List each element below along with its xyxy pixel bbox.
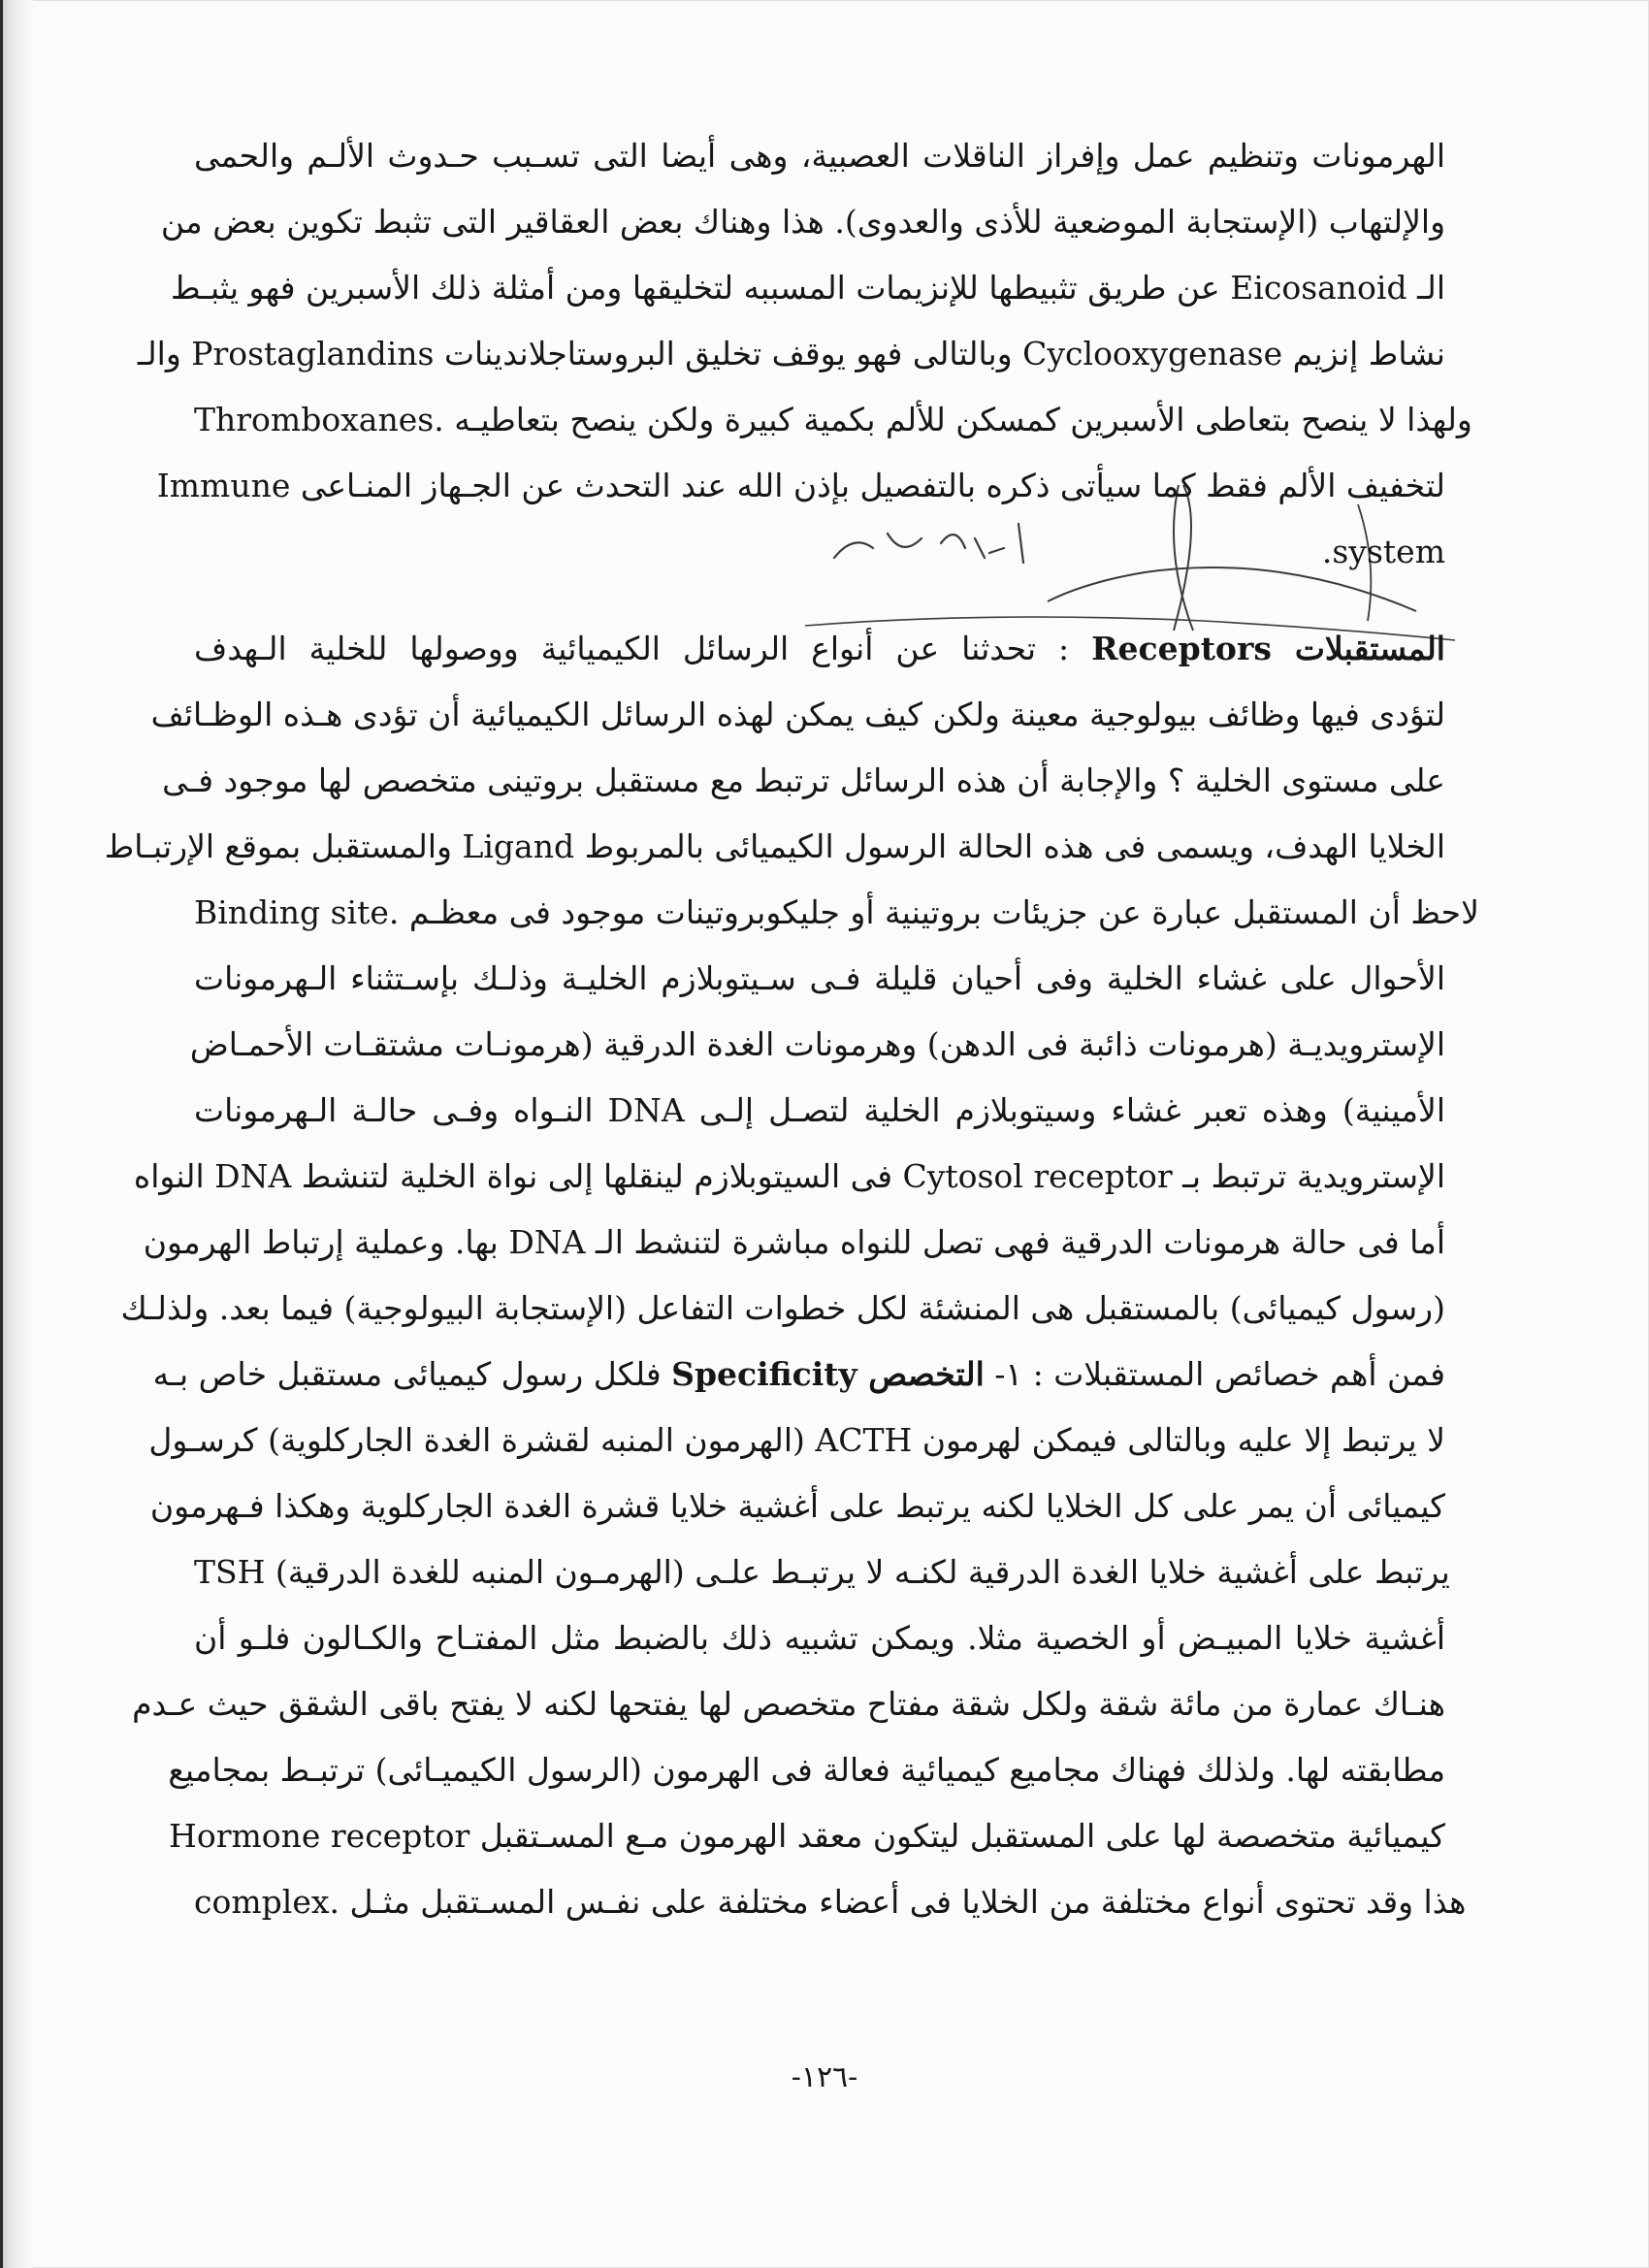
section-heading: المستقبلات Receptors: [1091, 630, 1445, 667]
text-line: الهرمونات وتنظيم عمل وإفراز الناقلات العصبية، وهى أيضا التى تسـبب حـدوث الألـم والحمى: [194, 137, 1445, 175]
text-line: الإسترويديـة (هرمونات ذائبة فى الدهن) وهرمونات الغدة الدرقية (هرمونـات مشتقـات الأحمـاض: [189, 1025, 1445, 1063]
text-line: (رسول كيميائى) بالمستقبل هى المنشئة لكل خطوات التفاعل (الإستجابة البيولوجية) فيما بعد. ولذلـك: [120, 1289, 1445, 1327]
section-heading-line: [194, 621, 1445, 677]
text-line: الأمينية) وهذه تعبر غشاء وسيتوبلازم الخلية لتصـل إلـى DNA النـواه وفـى حالـة الـهرمونات: [194, 1091, 1445, 1129]
text-line: الإسترويدية ترتبط بـ Cytosol receptor فى السيتوبلازم لينقلها إلى نواة الخلية لتنشط DNA النواه: [133, 1157, 1445, 1195]
text-line: لتخفيف الألم فقط كما سيأتى ذكره بالتفصيل بإذن الله عند التحدث عن الجـهاز المنـاعى Immune: [156, 467, 1445, 504]
scan-edge: [0, 0, 33, 2268]
text-line: .system: [1321, 533, 1445, 570]
text-line: والإلتهاب (الإستجابة الموضعية للأذى والعدوى). هذا وهناك بعض العقاقير التى تثبط تكوين بعض من: [160, 203, 1445, 241]
text-line: TSH (الهرمـون المنبه للغدة الدرقية) يرتبط على أغشية خلايا الغدة الدرقية لكنـه لا يرتبـط علـى: [194, 1553, 1450, 1591]
text-line: Binding site. لاحظ أن المستقبل عبارة عن جزيئات بروتينية أو جليكوبروتينات موجود فى معظـم: [194, 893, 1479, 931]
specificity-intro: فمن أهم خصائص المستقبلات : ١-: [984, 1355, 1445, 1393]
specificity-term: التخصص Specificity: [671, 1355, 985, 1393]
text-line: كيميائى أن يمر على كل الخلايا لكنه يرتبط على أغشية خلايا قشرة الغدة الجاركلوية وهكذا فـهرمون: [149, 1487, 1445, 1525]
text-line: نشاط إنزيم Cyclooxygenase وبالتالى فهو يوقف تخليق البروستاجلاندينات Prostaglandins والـ: [137, 335, 1445, 373]
text-line: مطابقته لها. ولذلك فهناك مجاميع كيميائية فعالة فى الهرمون (الرسول الكيميـائى) ترتبـط بمجاميع: [168, 1751, 1445, 1789]
text-line: الأحوال على غشاء الخلية وفى أحيان قليلة فـى سـيتوبلازم الخليـة وذلـك بإسـتثناء الـهرمونات: [194, 959, 1445, 997]
text-line: هنـاك عمارة من مائة شقة ولكل شقة مفتاح متخصص لها يفتحها لكنه لا يفتح باقى الشقق حيث عـدم: [132, 1685, 1445, 1723]
text-line: لتؤدى فيها وظائف بيولوجية معينة ولكن كيف يمكن لهذه الرسائل الكيميائية أن تؤدى هـذه الوظـائف: [150, 696, 1445, 733]
text-line: على مستوى الخلية ؟ والإجابة أن هذه الرسائل ترتبط مع مستقبل بروتينى متخصص لها موجود فـى: [162, 761, 1445, 799]
text-line: أغشية خلايا المبيـض أو الخصية مثلا. ويمكن تشبيه ذلك بالضبط مثل المفتـاح والكـالون فلـو أن: [194, 1619, 1445, 1657]
section-heading-rest: : تحدثنا عن أنواع الرسائل الكيميائية ووصولها للخلية الـهدف: [194, 630, 1070, 667]
text-line: كيميائية متخصصة لها على المستقبل ليتكون معقد الهرمون مـع المسـتقبل Hormone receptor: [169, 1817, 1445, 1855]
text-line: complex. هذا وقد تحتوى أنواع مختلفة من الخلايا فى أعضاء مختلفة على نفـس المسـتقبل مثـل: [194, 1883, 1467, 1921]
text-line: أما فى حالة هرمونات الدرقية فهى تصل للنواه مباشرة لتنشط الـ DNA بها. وعملية إرتباط الهرمون: [143, 1223, 1445, 1261]
text-line: الخلايا الهدف، ويسمى فى هذه الحالة الرسول الكيميائى بالمربوط Ligand والمستقبل بموقع الإرتبـاط: [104, 827, 1445, 865]
text-line: لا يرتبط إلا عليه وبالتالى فيمكن لهرمون ACTH (الهرمون المنبه لقشرة الغدة الجاركلوية) كرسـول: [148, 1421, 1445, 1459]
specificity-line: [152, 1346, 1445, 1403]
text-line: الـ Eicosanoid عن طريق تثبيطها للإنزيمات المسببه لتخليقها ومن أمثلة ذلك الأسبرين فهو يثبـط: [170, 269, 1445, 307]
page-number: -١٢٦-: [791, 2060, 858, 2094]
text-line: Thromboxanes. ولهذا لا ينصح بتعاطى الأسبرين كمسكن للألم بكمية كبيرة ولكن ينصح بتعاطيـه: [194, 401, 1472, 438]
specificity-rest: فلكل رسول كيميائى مستقبل خاص بـه: [152, 1355, 672, 1393]
